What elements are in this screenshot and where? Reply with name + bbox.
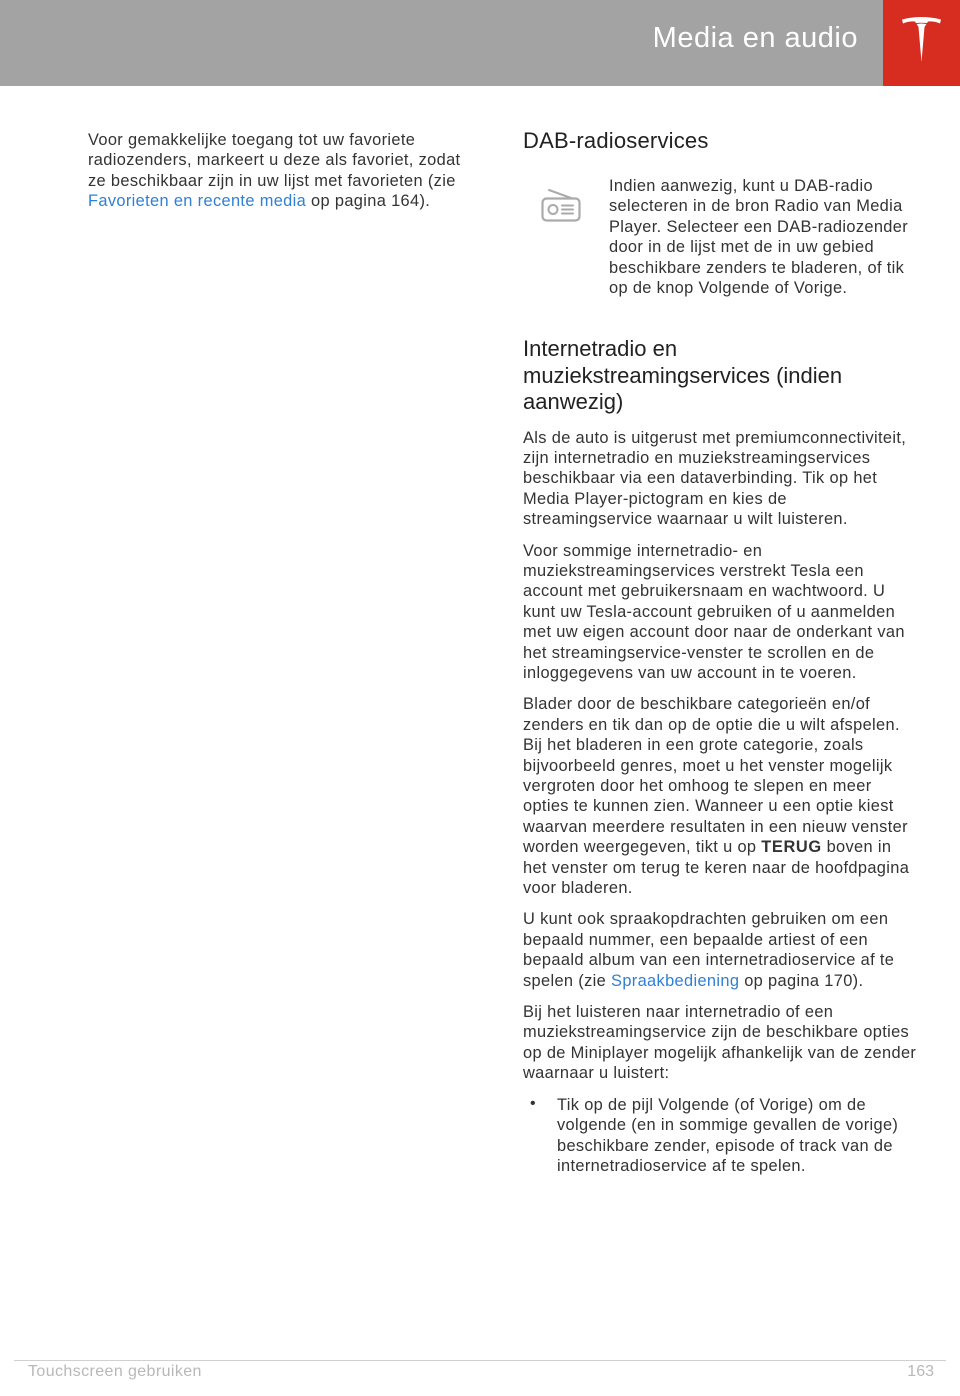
paragraph-account: Voor sommige internetradio- en muziekstreamingservices verstrekt Tesla een account met gebruikersnaam en wachtwoord. U kunt uw Tesla-account gebruiken of u aanmelden met uw eigen account door naar de onderkant van het streamingservice-venster te scrollen en de inloggegevens van uw account in te voeren. (523, 541, 905, 682)
dab-heading: DAB-radioservices (523, 128, 709, 153)
footer-section-title: Touchscreen gebruiken (28, 1363, 202, 1380)
text-segment: Blader door de beschikbare categorieën en/of zenders en tik dan op de optie die u wilt afspelen. Bij het bladeren in een grote categorie, zoals bijvoorbeeld genres, moet u het venster mogelijk vergroten door het omhoog te slepen en meer opties te kunnen zien. Wanneer u een optie kiest waarvan meerdere resultaten in een nieuw venster worden weergegeven, tikt u op (523, 695, 908, 857)
footer-page-number: 163 (907, 1363, 934, 1380)
bullet-list (523, 1095, 918, 1177)
text-segment: op pagina 170). (739, 971, 864, 990)
paragraph-browse (523, 694, 918, 898)
paragraph-voice (523, 909, 918, 991)
paragraph-miniplayer: Bij het luisteren naar internetradio of een muziekstreamingservice zijn de beschikbare opties op de Miniplayer mogelijk afhankelijk van de zender waarnaar u luistert: (523, 1003, 917, 1083)
tesla-logo-icon (901, 16, 942, 66)
internet-radio-heading: Internetradio en muziekstreamingservices (indien aanwezig) (523, 336, 843, 414)
text-segment: Voor gemakkelijke toegang tot uw favoriete radiozenders, markeert u deze als favoriet, zodat ze beschikbaar zijn in uw lijst met favorieten (zie (88, 131, 461, 190)
favorites-paragraph (88, 130, 483, 212)
page-header (0, 0, 960, 86)
text-segment: op pagina 164). (306, 192, 431, 211)
dab-note-text-block (609, 176, 914, 298)
right-column (523, 128, 918, 1187)
bullet-text: Tik op de pijl Volgende (of Vorige) om de volgende (en in sommige gevallen de vorige) beschikbare zender, episode of track van de internetradioservice af te spelen. (557, 1095, 899, 1175)
dab-note-text: Indien aanwezig, kunt u DAB-radio selecteren in de bron Radio van Media Player. Selecteer een DAB-radiozender door in de lijst met de in uw gebied beschikbare zenders te bladeren, of tik op de knop Volgende of Vorige. (609, 177, 909, 298)
paragraph-connectivity: Als de auto is uitgerust met premiumconnectiviteit, zijn internetradio en muziekstreamingservices beschikbaar via een dataverbinding. Tik op het Media Player-pictogram en kies de streamingservice waarnaar u wilt luisteren. (523, 428, 907, 529)
dab-note (523, 176, 918, 336)
left-column (88, 130, 483, 223)
bullet-glyph: • (530, 1094, 536, 1112)
list-item (523, 1095, 918, 1177)
logo-box (883, 0, 960, 86)
text-segment: boven in het venster om terug te keren naar de hoofdpagina voor bladeren. (523, 838, 910, 898)
text-segment: U kunt ook spraakopdrachten gebruiken om een bepaald nummer, een bepaalde artiest of een bepaald album van een internetradioservice af te spelen (zie (523, 910, 895, 990)
footer-divider (14, 1360, 946, 1361)
page-title: Media en audio (652, 22, 858, 54)
terug-label: TERUG (761, 838, 822, 857)
favorites-link[interactable]: Favorieten en recente media (88, 192, 307, 211)
voice-control-link[interactable]: Spraakbediening (611, 971, 740, 990)
radio-icon (541, 188, 581, 224)
